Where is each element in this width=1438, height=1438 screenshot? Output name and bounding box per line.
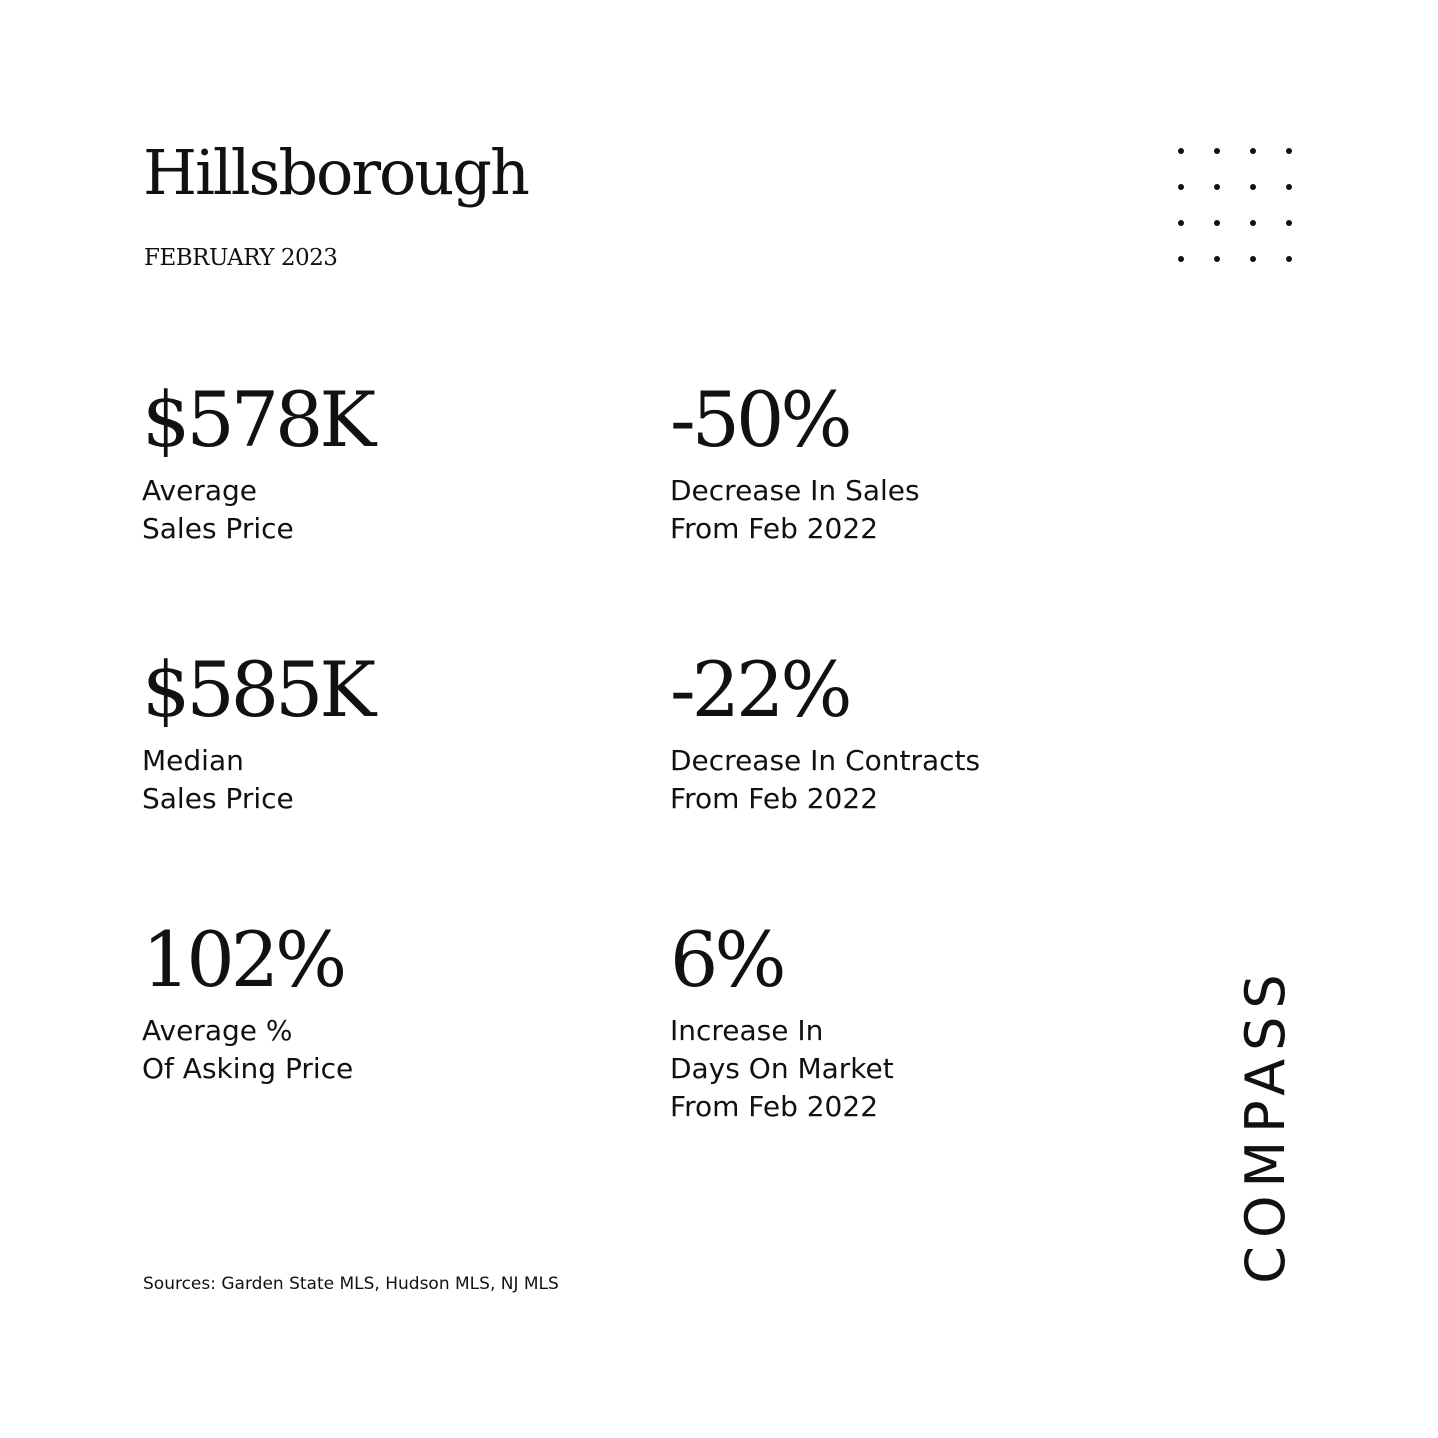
stat-label <box>142 472 372 548</box>
stat-label-line: Days On Market <box>670 1052 894 1085</box>
dot-icon <box>1178 148 1184 154</box>
dot-icon <box>1286 184 1292 190</box>
stat-label-line: Decrease In Sales <box>670 474 920 507</box>
stat-label <box>142 1012 353 1088</box>
stat-label-line: From Feb 2022 <box>670 512 879 545</box>
stat-label-line: Decrease In Contracts <box>670 744 981 777</box>
stat-label-line: From Feb 2022 <box>670 782 879 815</box>
stat-average-asking-price <box>142 915 354 1088</box>
stat-label-line: Increase In <box>670 1014 824 1047</box>
compass-logo-text: COMPASS <box>1234 966 1297 1284</box>
stat-value: -22% <box>670 645 849 734</box>
stat-label-line: Sales Price <box>142 512 294 545</box>
dot-icon <box>1250 148 1256 154</box>
stat-label <box>670 472 920 548</box>
stat-value: $585K <box>142 645 373 734</box>
stat-label-line: From Feb 2022 <box>670 1090 879 1123</box>
dot-icon <box>1214 220 1220 226</box>
stat-label-line: Average % <box>142 1014 293 1047</box>
dot-icon <box>1250 256 1256 262</box>
page-title: Hillsborough <box>143 136 528 209</box>
stat-label-line: Median <box>142 744 244 777</box>
stat-label <box>142 742 372 818</box>
dot-icon <box>1250 220 1256 226</box>
stat-contracts-change <box>670 645 981 818</box>
dot-icon <box>1214 148 1220 154</box>
dot-icon <box>1286 220 1292 226</box>
dot-icon <box>1214 184 1220 190</box>
stat-label-line: Sales Price <box>142 782 294 815</box>
compass-logo <box>1234 955 1297 1295</box>
dot-icon <box>1178 220 1184 226</box>
sources-note: Sources: Garden State MLS, Hudson MLS, NJ MLS <box>143 1274 559 1294</box>
dot-grid-decoration <box>1174 144 1298 268</box>
dot-icon <box>1178 256 1184 262</box>
dot-icon <box>1214 256 1220 262</box>
stat-label <box>670 742 980 818</box>
stat-value: $578K <box>142 375 373 464</box>
stat-average-sales-price <box>142 375 373 548</box>
dot-icon <box>1178 184 1184 190</box>
stat-label <box>670 1012 894 1126</box>
stat-median-sales-price <box>142 645 373 818</box>
stat-label-line: Average <box>142 474 257 507</box>
stat-value: 102% <box>142 915 344 1004</box>
stat-sales-change <box>670 375 920 548</box>
stat-label-line: Of Asking Price <box>142 1052 354 1085</box>
dot-icon <box>1286 256 1292 262</box>
stat-value: 6% <box>670 915 783 1004</box>
dot-icon <box>1286 148 1292 154</box>
dot-icon <box>1250 184 1256 190</box>
stat-value: -50% <box>670 375 849 464</box>
report-date: FEBRUARY 2023 <box>144 245 338 271</box>
stat-days-on-market-change <box>670 915 894 1126</box>
